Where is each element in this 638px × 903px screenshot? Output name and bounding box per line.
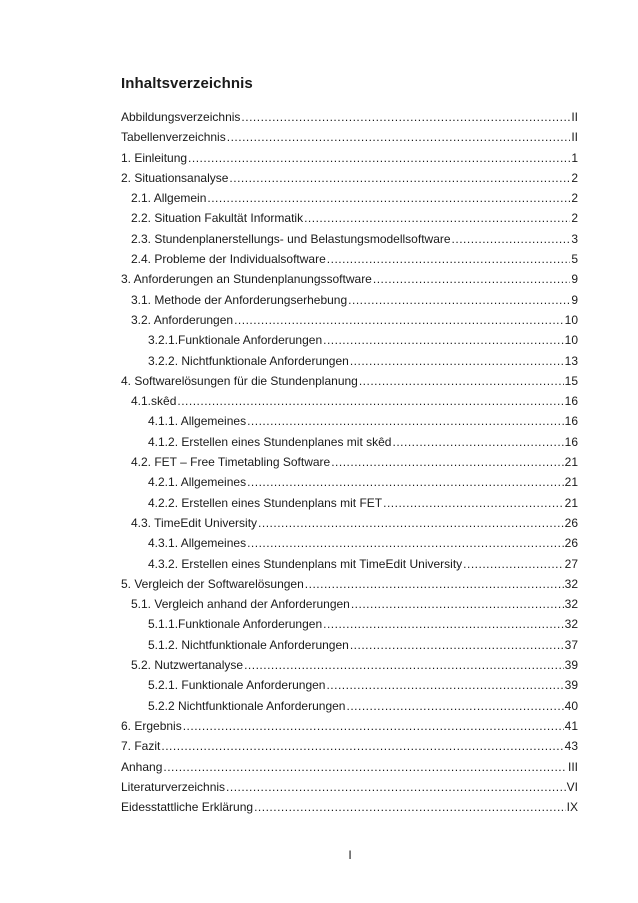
toc-dot-leader (177, 391, 563, 411)
toc-entry-page: 32 (564, 597, 578, 612)
toc-entry-label: Literaturverzeichnis (121, 779, 226, 794)
toc-dot-leader (350, 635, 564, 655)
toc-entry-page: 3 (571, 231, 578, 246)
toc-entry-label: 4.2. FET – Free Timetabling Software (131, 455, 331, 470)
toc-dot-leader (161, 736, 563, 756)
toc-entry-label: Eidesstattliche Erklärung (121, 800, 254, 815)
toc-entry (121, 249, 578, 269)
toc-entry (121, 330, 578, 350)
toc-entry (121, 797, 578, 817)
toc-entry-label: 3.2.1.Funktionale Anforderungen (148, 333, 323, 348)
toc-dot-leader (258, 513, 564, 533)
page-number: I (348, 848, 352, 862)
toc-entry-label: 5.1.1.Funktionale Anforderungen (148, 617, 323, 632)
toc-entry (121, 127, 578, 147)
toc-dot-leader (188, 148, 570, 168)
toc-entry-label: 5.1.2. Nichtfunktionale Anforderungen (148, 637, 349, 652)
toc-entry-page: 16 (564, 394, 578, 409)
toc-entry (121, 107, 578, 127)
toc-entry-page: 26 (564, 536, 578, 551)
toc-entry-page: 21 (564, 455, 578, 470)
toc-entry-label: 3.1. Methode der Anforderungserhebung (131, 292, 348, 307)
toc-entry-label: Anhang (121, 759, 163, 774)
toc-entry-page: II (571, 130, 578, 145)
toc-dot-leader (207, 188, 570, 208)
toc-entry (121, 513, 578, 533)
toc-entry-label: 2.3. Stundenplanerstellungs- und Belastungsmodellsoftware (131, 231, 451, 246)
toc-dot-leader (348, 290, 570, 310)
toc-entry-page: 16 (564, 414, 578, 429)
toc-dot-leader (229, 168, 570, 188)
toc-entry-page: 43 (564, 739, 578, 754)
toc-entry (121, 777, 578, 797)
toc-entry-label: 4.1.1. Allgemeines (148, 414, 247, 429)
toc-entry-label: 5.2.1. Funktionale Anforderungen (148, 678, 326, 693)
toc-dot-leader (351, 594, 564, 614)
toc-entry-label: 3. Anforderungen an Stundenplanungssoftware (121, 272, 372, 287)
toc-entry (121, 432, 578, 452)
toc-entry-label: 4.1.skêd (131, 394, 177, 409)
toc-entry-page: IX (566, 800, 578, 815)
toc-dot-leader (383, 493, 564, 513)
toc-dot-leader (373, 269, 570, 289)
toc-entry (121, 148, 578, 168)
toc-entry-page: 10 (564, 333, 578, 348)
toc-entry (121, 736, 578, 756)
toc-dot-leader (247, 411, 564, 431)
toc-entry-page: 21 (564, 495, 578, 510)
toc-entry (121, 472, 578, 492)
toc-entry (121, 554, 578, 574)
toc-entry-page: III (567, 759, 578, 774)
toc-dot-leader (227, 127, 571, 147)
toc-entry-label: 3.2. Anforderungen (131, 312, 234, 327)
toc-entry-page: 5 (571, 252, 578, 267)
toc-entry-page: 15 (564, 373, 578, 388)
toc-entry-label: 4.2.1. Allgemeines (148, 475, 247, 490)
toc-entry (121, 208, 578, 228)
toc-entry-label: 4. Softwarelösungen für die Stundenplanung (121, 373, 358, 388)
toc-entry (121, 574, 578, 594)
toc-entry (121, 452, 578, 472)
toc-entry-page: 32 (564, 617, 578, 632)
toc-entry-page: 32 (564, 576, 578, 591)
toc-entry (121, 675, 578, 695)
toc-dot-leader (244, 655, 564, 675)
toc-entry-page: 1 (571, 150, 578, 165)
toc-entry-page: 9 (571, 272, 578, 287)
toc-entry-label: 2.1. Allgemein (131, 191, 207, 206)
toc-dot-leader (304, 208, 570, 228)
toc-entry-label: Abbildungsverzeichnis (121, 110, 241, 124)
toc-entry-page: 10 (564, 312, 578, 327)
toc-entry (121, 371, 578, 391)
toc-entry (121, 168, 578, 188)
toc-dot-leader (234, 310, 564, 330)
toc-entry (121, 290, 578, 310)
toc-dot-leader (326, 675, 563, 695)
toc-entry (121, 757, 578, 777)
toc-entry-page: 2 (571, 191, 578, 206)
toc-entry-page: 2 (571, 211, 578, 226)
toc-entry-label: 1. Einleitung (121, 150, 188, 165)
toc-dot-leader (327, 249, 571, 269)
toc-entry (121, 635, 578, 655)
toc-entry-page: 26 (564, 515, 578, 530)
toc-entry-label: 4.1.2. Erstellen eines Stundenplanes mit skêd (148, 434, 392, 449)
toc-dot-leader (452, 229, 571, 249)
toc-entry-page: 40 (564, 698, 578, 713)
toc-entry-label: 4.2.2. Erstellen eines Stundenplans mit FET (148, 495, 383, 510)
toc-entry-label: 2.4. Probleme der Individualsoftware (131, 252, 326, 267)
toc-entry-label: Tabellenverzeichnis (121, 130, 226, 145)
toc-dot-leader (247, 533, 564, 553)
toc-entry-page: VI (566, 779, 578, 794)
toc-entry-label: 3.2.2. Nichtfunktionale Anforderungen (148, 353, 349, 368)
toc-entry (121, 533, 578, 553)
toc-entry (121, 655, 578, 675)
toc-dot-leader (163, 757, 567, 777)
toc-entry-label: 5.2.2 Nichtfunktionale Anforderungen (148, 698, 346, 713)
toc-dot-leader (241, 107, 570, 127)
toc-dot-leader (346, 696, 563, 716)
toc-entry-page: 2 (571, 170, 578, 185)
toc-dot-leader (463, 554, 563, 574)
toc-entry-label: 7. Fazit (121, 739, 161, 754)
toc-entry (121, 696, 578, 716)
toc-dot-leader (359, 371, 564, 391)
toc-entry-label: 4.3. TimeEdit University (131, 515, 258, 530)
toc-entry-page: 13 (564, 353, 578, 368)
toc-entry-label: 6. Ergebnis (121, 718, 182, 733)
toc-entry-label: 2.2. Situation Fakultät Informatik (131, 211, 304, 226)
toc-entry-page: 39 (564, 658, 578, 673)
toc-dot-leader (183, 716, 564, 736)
toc-entry (121, 188, 578, 208)
toc-entry-label: 5. Vergleich der Softwarelösungen (121, 576, 304, 591)
toc-entry-label: 5.1. Vergleich anhand der Anforderungen (131, 597, 350, 612)
toc-entry (121, 351, 578, 371)
toc-dot-leader (323, 330, 564, 350)
toc-entry (121, 411, 578, 431)
toc-entry-page: 9 (571, 292, 578, 307)
toc-entry (121, 391, 578, 411)
toc-entry-label: 4.3.1. Allgemeines (148, 536, 247, 551)
toc-entry-page: 39 (564, 678, 578, 693)
toc-entry-label: 2. Situationsanalyse (121, 170, 229, 185)
toc-entry-page: 41 (564, 718, 578, 733)
toc-entry (121, 614, 578, 634)
toc-entry-page: 21 (564, 475, 578, 490)
toc-dot-leader (323, 614, 564, 634)
toc-entry-page: 37 (564, 637, 578, 652)
toc-dot-leader (226, 777, 566, 797)
toc-entry-page: 27 (564, 556, 578, 571)
toc-entry (121, 269, 578, 289)
toc-entry (121, 716, 578, 736)
toc-entry (121, 594, 578, 614)
toc-entry-label: 5.2. Nutzwertanalyse (131, 658, 244, 673)
toc-entry-page: II (571, 110, 578, 124)
toc-dot-leader (331, 452, 563, 472)
toc-dot-leader (305, 574, 564, 594)
toc-dot-leader (350, 351, 564, 371)
toc-entry (121, 310, 578, 330)
toc-entry (121, 229, 578, 249)
toc-entry (121, 493, 578, 513)
toc-heading: Inhaltsverzeichnis (121, 75, 253, 92)
toc-entry-page: 16 (564, 434, 578, 449)
table-of-contents (121, 107, 578, 817)
toc-dot-leader (392, 432, 563, 452)
toc-entry-label: 4.3.2. Erstellen eines Stundenplans mit TimeEdit University (148, 556, 463, 571)
toc-dot-leader (247, 472, 564, 492)
toc-dot-leader (254, 797, 566, 817)
